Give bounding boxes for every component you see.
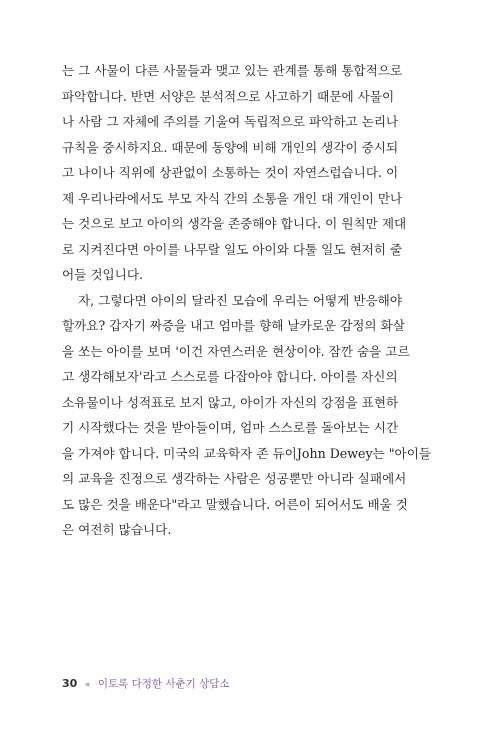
text-line: 고 나이나 직위에 상관없이 소통하는 것이 자연스럽습니다. 이	[62, 165, 399, 180]
text-line: 는 그 사물이 다른 사물들과 맺고 있는 관계를 통해 통합적으로	[62, 63, 403, 78]
text-line: 로 지켜진다면 아이를 나무랄 일도 아이와 다툴 일도 현저히 줄	[62, 241, 403, 257]
page-footer	[62, 676, 230, 691]
text-line: 을 쏘는 아이를 보며 '이건 자연스러운 현상이야. 잠깐 숨을 고르	[62, 343, 410, 359]
text-line: 을 가져야 합니다. 미국의 교육학자 존 듀이John Dewey는 "아이들	[62, 445, 432, 461]
text-line: 나 사람 그 자체에 주의를 기울여 독립적으로 파악하고 논리나	[62, 114, 399, 129]
text-line: 파악합니다. 반면 서양은 분석적으로 사고하기 때문에 사물이	[62, 88, 395, 104]
paragraph-start-line: 자, 그렇다면 아이의 달라진 모습에 우리는 어떻게 반응해야	[78, 292, 402, 308]
body-text	[62, 58, 438, 543]
text-line: 소유물이나 성적표로 보지 않고, 아이가 자신의 강점을 표현하	[62, 394, 399, 410]
text-line: 어들 것입니다.	[62, 267, 143, 282]
text-line: 규칙을 중시하지요. 때문에 동양에 비해 개인의 생각이 중시되	[62, 139, 399, 155]
text-line: 제 우리나라에서도 부모 자식 간의 소통을 개인 대 개인이 만나	[62, 190, 403, 206]
text-line: 의 교육을 진정으로 생각하는 사람은 성공뿐만 아니라 실패에서	[62, 471, 407, 486]
text-line: 할까요? 갑자기 짜증을 내고 엄마를 향해 날카로운 감정의 화살	[62, 318, 405, 333]
running-book-title: 이토록 다정한 사춘기 상담소	[97, 678, 230, 690]
text-line: 은 여전히 많습니다.	[62, 522, 172, 537]
text-line: 고 생각해보자'라고 스스로를 다잡아야 합니다. 아이를 자신의	[62, 369, 398, 384]
page-number: 30	[62, 677, 78, 690]
text-line: 기 시작했다는 것을 받아들이며, 엄마 스스로를 돌아보는 시간	[62, 420, 399, 435]
text-line: 는 것으로 보고 아이의 생각을 존중해야 합니다. 이 원칙만 제대	[62, 216, 407, 231]
footer-separator: «	[84, 680, 91, 690]
text-line: 도 많은 것을 배운다"라고 말했습니다. 어른이 되어서도 배울 것	[62, 496, 408, 512]
